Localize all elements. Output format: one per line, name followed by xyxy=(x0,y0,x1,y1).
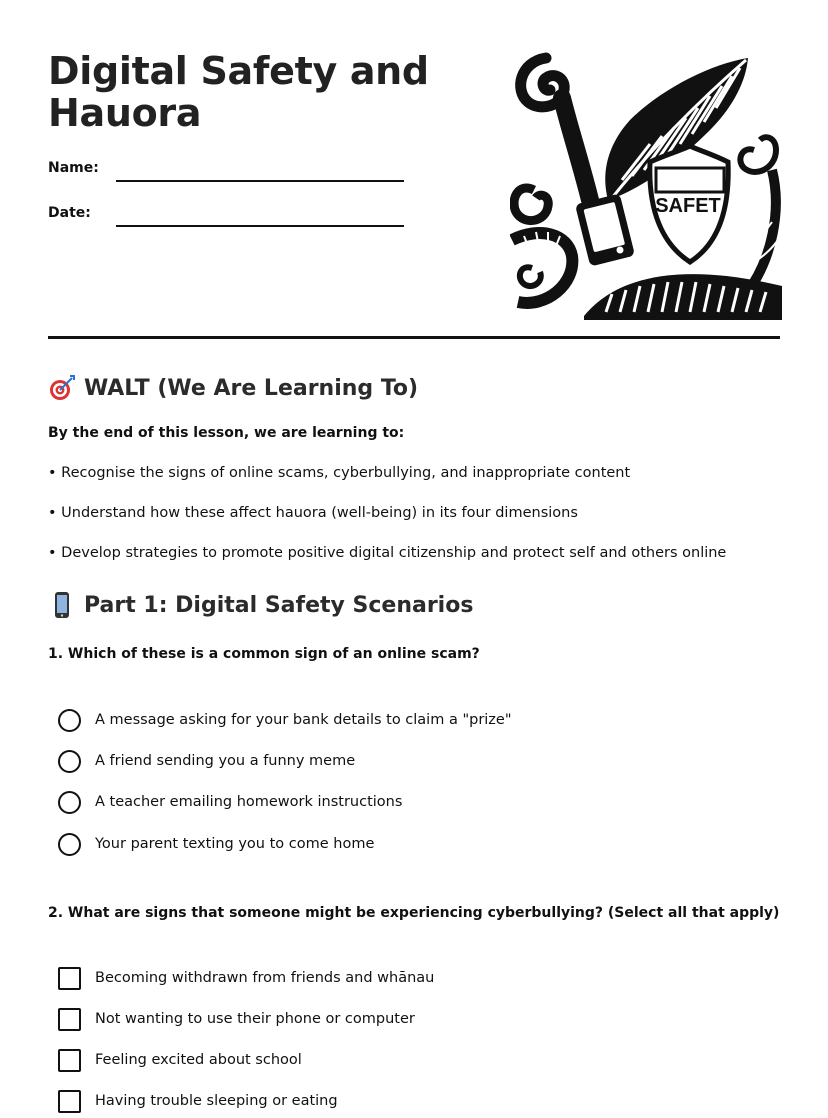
q1-option-3[interactable] xyxy=(58,789,402,815)
walt-bullet-1: • Recognise the signs of online scams, cyberbullying, and inappropriate content xyxy=(48,465,631,481)
q1-option-label: A teacher emailing homework instructions xyxy=(95,794,403,810)
checkbox[interactable] xyxy=(58,1049,81,1072)
q2-option-label: Feeling excited about school xyxy=(95,1052,302,1068)
checkbox[interactable] xyxy=(58,967,81,990)
q2-option-label: Becoming withdrawn from friends and whānau xyxy=(95,970,435,986)
q1-option-1[interactable] xyxy=(58,707,512,733)
walt-bullet-2: • Understand how these affect hauora (well-being) in its four dimensions xyxy=(48,505,578,521)
worksheet-page xyxy=(48,0,780,1118)
phone-icon xyxy=(575,193,635,266)
radio-button[interactable] xyxy=(58,833,81,856)
part1-heading xyxy=(48,591,473,619)
q2-option-2[interactable] xyxy=(58,1006,415,1032)
q2-option-label: Not wanting to use their phone or computer xyxy=(95,1011,415,1027)
q1-option-label: A friend sending you a funny meme xyxy=(95,753,356,769)
q2-option-3[interactable] xyxy=(58,1047,302,1073)
checkbox[interactable] xyxy=(58,1008,81,1031)
shield-icon xyxy=(650,146,728,262)
target-icon xyxy=(48,374,76,402)
right-koru-icon xyxy=(740,137,776,294)
radio-button[interactable] xyxy=(58,791,81,814)
q1-option-2[interactable] xyxy=(58,748,355,774)
walt-heading xyxy=(48,374,418,402)
koru-spiral-icon xyxy=(521,58,590,200)
page-title: Digital Safety and Hauora xyxy=(48,49,429,135)
q2-option-4[interactable] xyxy=(58,1088,338,1114)
koru-safety-logo xyxy=(510,50,782,320)
radio-button[interactable] xyxy=(58,750,81,773)
q1-option-4[interactable] xyxy=(58,831,374,857)
q1-option-label: A message asking for your bank details to claim a "prize" xyxy=(95,712,512,728)
q2-option-1[interactable] xyxy=(58,965,434,991)
mobile-phone-icon xyxy=(48,591,76,619)
date-field[interactable] xyxy=(116,225,404,227)
radio-button[interactable] xyxy=(58,709,81,732)
walt-bullet-3: • Develop strategies to promote positive digital citizenship and protect self and others online xyxy=(48,545,727,561)
q2-option-label: Having trouble sleeping or eating xyxy=(95,1093,338,1109)
date-label: Date: xyxy=(48,205,91,221)
name-field[interactable] xyxy=(116,180,404,182)
walt-intro: By the end of this lesson, we are learning to: xyxy=(48,425,405,441)
q1-option-label: Your parent texting you to come home xyxy=(95,836,375,852)
part1-heading-text: Part 1: Digital Safety Scenarios xyxy=(84,592,474,618)
question-1: 1. Which of these is a common sign of an online scam? xyxy=(48,646,480,662)
question-2: 2. What are signs that someone might be experiencing cyberbullying? (Select all that apply) xyxy=(48,905,780,921)
name-label: Name: xyxy=(48,160,99,176)
shield-text: SAFET xyxy=(655,195,721,217)
section-divider xyxy=(48,336,780,339)
checkbox[interactable] xyxy=(58,1090,81,1113)
left-spiral-icon xyxy=(512,188,572,303)
walt-heading-text: WALT (We Are Learning To) xyxy=(84,375,419,401)
